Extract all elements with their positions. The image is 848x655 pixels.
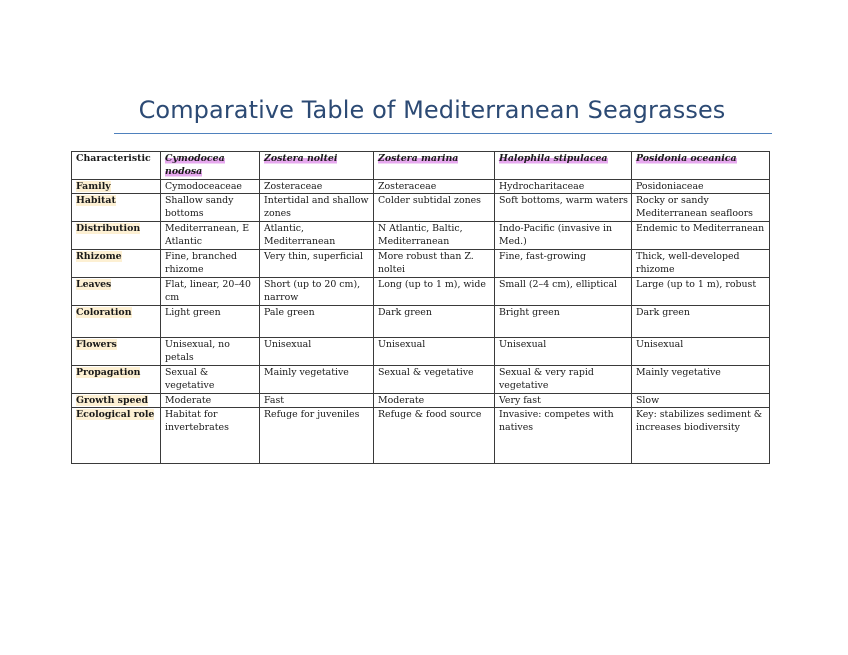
header-label: Zostera marina — [378, 153, 459, 164]
table-cell: Unisexual — [632, 338, 770, 366]
title-underline — [114, 133, 772, 134]
table-cell: More robust than Z. noltei — [374, 250, 495, 278]
table-row — [72, 408, 770, 464]
table-cell: Unisexual — [374, 338, 495, 366]
table-row — [72, 366, 770, 394]
row-label: Ecological role — [72, 408, 161, 464]
table-cell: Rocky or sandy Mediterranean seafloors — [632, 194, 770, 222]
table-cell: Unisexual — [260, 338, 374, 366]
table-cell: Sexual & very rapid vegetative — [495, 366, 632, 394]
table-cell: Intertidal and shallow zones — [260, 194, 374, 222]
table-cell: Colder subtidal zones — [374, 194, 495, 222]
table-cell: Slow — [632, 394, 770, 408]
seagrass-comparison-table — [71, 151, 770, 464]
table-cell: Indo-Pacific (invasive in Med.) — [495, 222, 632, 250]
table-cell: Key: stabilizes sediment & increases biodiversity — [632, 408, 770, 464]
table-cell: Endemic to Mediterranean — [632, 222, 770, 250]
table-cell: Fast — [260, 394, 374, 408]
header-label: Halophila stipulacea — [499, 153, 608, 164]
table-cell: Mediterranean, E Atlantic — [161, 222, 260, 250]
header-posidonia-oceanica — [632, 152, 770, 180]
table-cell: Refuge for juveniles — [260, 408, 374, 464]
row-label: Rhizome — [72, 250, 161, 278]
table-row — [72, 338, 770, 366]
row-label: Distribution — [72, 222, 161, 250]
table-cell: Dark green — [374, 306, 495, 338]
table-row — [72, 306, 770, 338]
table-cell: Invasive: competes with natives — [495, 408, 632, 464]
table-cell: Sexual & vegetative — [161, 366, 260, 394]
table-cell: Unisexual — [495, 338, 632, 366]
table-cell: Thick, well-developed rhizome — [632, 250, 770, 278]
row-label: Coloration — [72, 306, 161, 338]
table-cell: Posidoniaceae — [632, 180, 770, 194]
table-cell: Cymodoceaceae — [161, 180, 260, 194]
table-cell: Zosteraceae — [374, 180, 495, 194]
table-cell: Dark green — [632, 306, 770, 338]
table-cell: Soft bottoms, warm waters — [495, 194, 632, 222]
table-cell: Fine, branched rhizome — [161, 250, 260, 278]
table-row — [72, 180, 770, 194]
table-row — [72, 194, 770, 222]
header-label: Posidonia oceanica — [636, 153, 737, 164]
table-cell: Mainly vegetative — [260, 366, 374, 394]
table-cell: Small (2–4 cm), elliptical — [495, 278, 632, 306]
table-cell: Refuge & food source — [374, 408, 495, 464]
row-label: Habitat — [72, 194, 161, 222]
row-label: Growth speed — [72, 394, 161, 408]
row-label: Family — [72, 180, 161, 194]
table-cell: Bright green — [495, 306, 632, 338]
header-halophila-stipulacea — [495, 152, 632, 180]
header-characteristic: Characteristic — [72, 152, 161, 180]
row-label: Leaves — [72, 278, 161, 306]
header-zostera-noltei — [260, 152, 374, 180]
header-zostera-marina — [374, 152, 495, 180]
document-title: Comparative Table of Mediterranean Seagrasses — [138, 96, 726, 124]
row-label: Propagation — [72, 366, 161, 394]
table-cell: Moderate — [161, 394, 260, 408]
table-cell: Flat, linear, 20–40 cm — [161, 278, 260, 306]
table-row — [72, 394, 770, 408]
table-cell: Large (up to 1 m), robust — [632, 278, 770, 306]
table-cell: Zosteraceae — [260, 180, 374, 194]
table-cell: Long (up to 1 m), wide — [374, 278, 495, 306]
table-cell: Pale green — [260, 306, 374, 338]
table-cell: Sexual & vegetative — [374, 366, 495, 394]
table-row — [72, 250, 770, 278]
table-cell: Mainly vegetative — [632, 366, 770, 394]
table-cell: Habitat for invertebrates — [161, 408, 260, 464]
header-label: Cymodocea nodosa — [165, 153, 225, 177]
table-cell: Hydrocharitaceae — [495, 180, 632, 194]
table-cell: Moderate — [374, 394, 495, 408]
table-cell: Fine, fast-growing — [495, 250, 632, 278]
table-row — [72, 278, 770, 306]
table-cell: Shallow sandy bottoms — [161, 194, 260, 222]
table-cell: Very fast — [495, 394, 632, 408]
header-cymodocea-nodosa — [161, 152, 260, 180]
table-cell: Short (up to 20 cm), narrow — [260, 278, 374, 306]
table-row — [72, 222, 770, 250]
header-label: Zostera noltei — [264, 153, 338, 164]
table-cell: Atlantic, Mediterranean — [260, 222, 374, 250]
table-cell: Light green — [161, 306, 260, 338]
table-cell: N Atlantic, Baltic, Mediterranean — [374, 222, 495, 250]
row-label: Flowers — [72, 338, 161, 366]
table-cell: Very thin, superficial — [260, 250, 374, 278]
table-header-row — [72, 152, 770, 180]
table-cell: Unisexual, no petals — [161, 338, 260, 366]
